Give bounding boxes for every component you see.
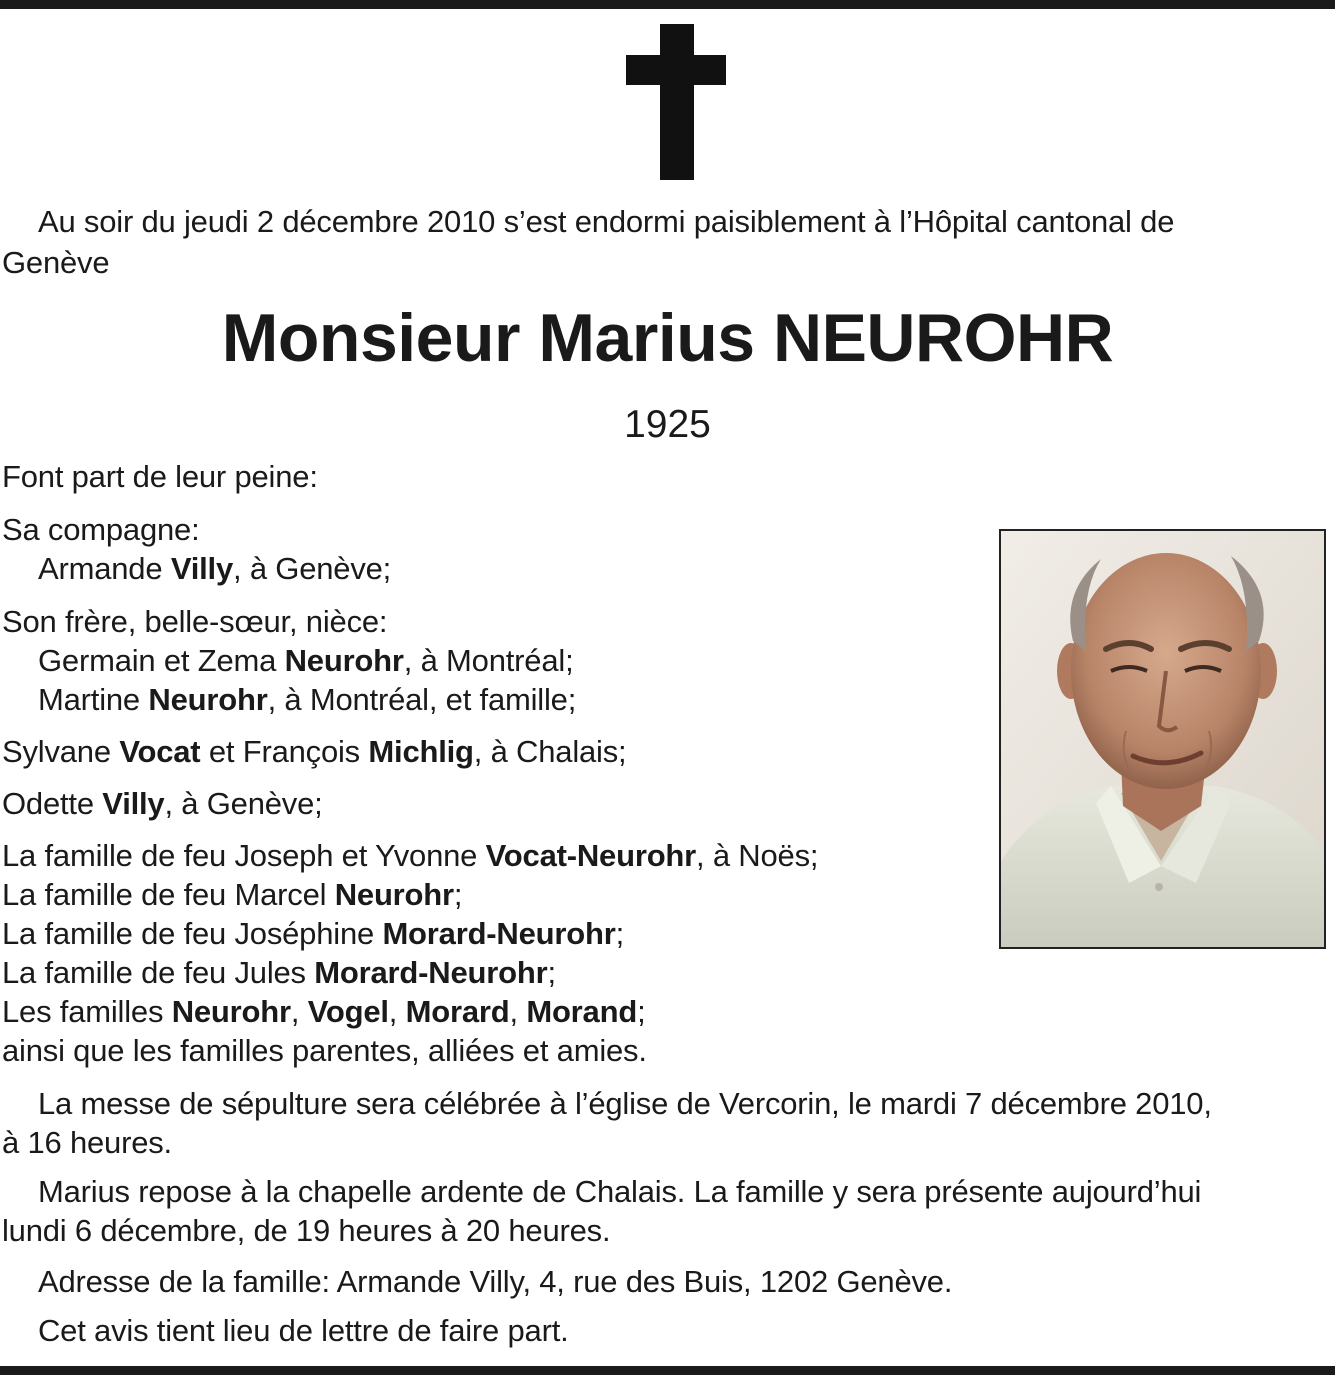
mourner-sylvane: Sylvane Vocat et François Michlig, à Chalais; — [2, 734, 627, 769]
notice-line: Cet avis tient lieu de lettre de faire part. — [38, 1313, 569, 1348]
intro-line-2: Genève — [2, 245, 110, 280]
companion-label: Sa compagne: — [2, 512, 200, 547]
sibling-line-2: Martine Neurohr, à Montréal, et famille; — [38, 682, 577, 717]
family-line-1: La famille de feu Joseph et Yvonne Vocat-Neurohr, à Noës; — [2, 838, 819, 873]
family-address: Adresse de la famille: Armande Villy, 4, rue des Buis, 1202 Genève. — [38, 1264, 953, 1299]
deceased-name: Monsieur Marius NEUROHR — [221, 300, 1114, 376]
family-line-3: La famille de feu Joséphine Morard-Neurohr; — [2, 916, 625, 951]
mourner-odette: Odette Villy, à Genève; — [2, 786, 323, 821]
companion-line: Armande Villy, à Genève; — [38, 551, 392, 586]
mourners-intro: Font part de leur peine: — [2, 459, 318, 494]
viewing-line-2: lundi 6 décembre, de 19 heures à 20 heures. — [2, 1213, 611, 1248]
family-line-5: Les familles Neurohr, Vogel, Morard, Morand; — [2, 994, 646, 1029]
mass-line-2: à 16 heures. — [2, 1125, 172, 1160]
family-line-2: La famille de feu Marcel Neurohr; — [2, 877, 463, 912]
mass-line-1: La messe de sépulture sera célébrée à l’église de Vercorin, le mardi 7 décembre 2010, — [38, 1086, 1212, 1121]
family-line-4: La famille de feu Jules Morard-Neurohr; — [2, 955, 556, 990]
sibling-line-1: Germain et Zema Neurohr, à Montréal; — [38, 643, 574, 678]
top-rule — [0, 0, 1335, 9]
siblings-label: Son frère, belle-sœur, nièce: — [2, 604, 388, 639]
cross-icon — [626, 24, 726, 180]
bottom-rule — [0, 1366, 1335, 1375]
portrait-photo — [999, 529, 1326, 949]
intro-line-1: Au soir du jeudi 2 décembre 2010 s’est endormi paisiblement à l’Hôpital cantonal de — [38, 204, 1175, 239]
deceased-year: 1925 — [624, 403, 711, 446]
closing-line: ainsi que les familles parentes, alliées et amies. — [2, 1033, 647, 1068]
viewing-line-1: Marius repose à la chapelle ardente de Chalais. La famille y sera présente aujourd’hui — [38, 1174, 1202, 1209]
